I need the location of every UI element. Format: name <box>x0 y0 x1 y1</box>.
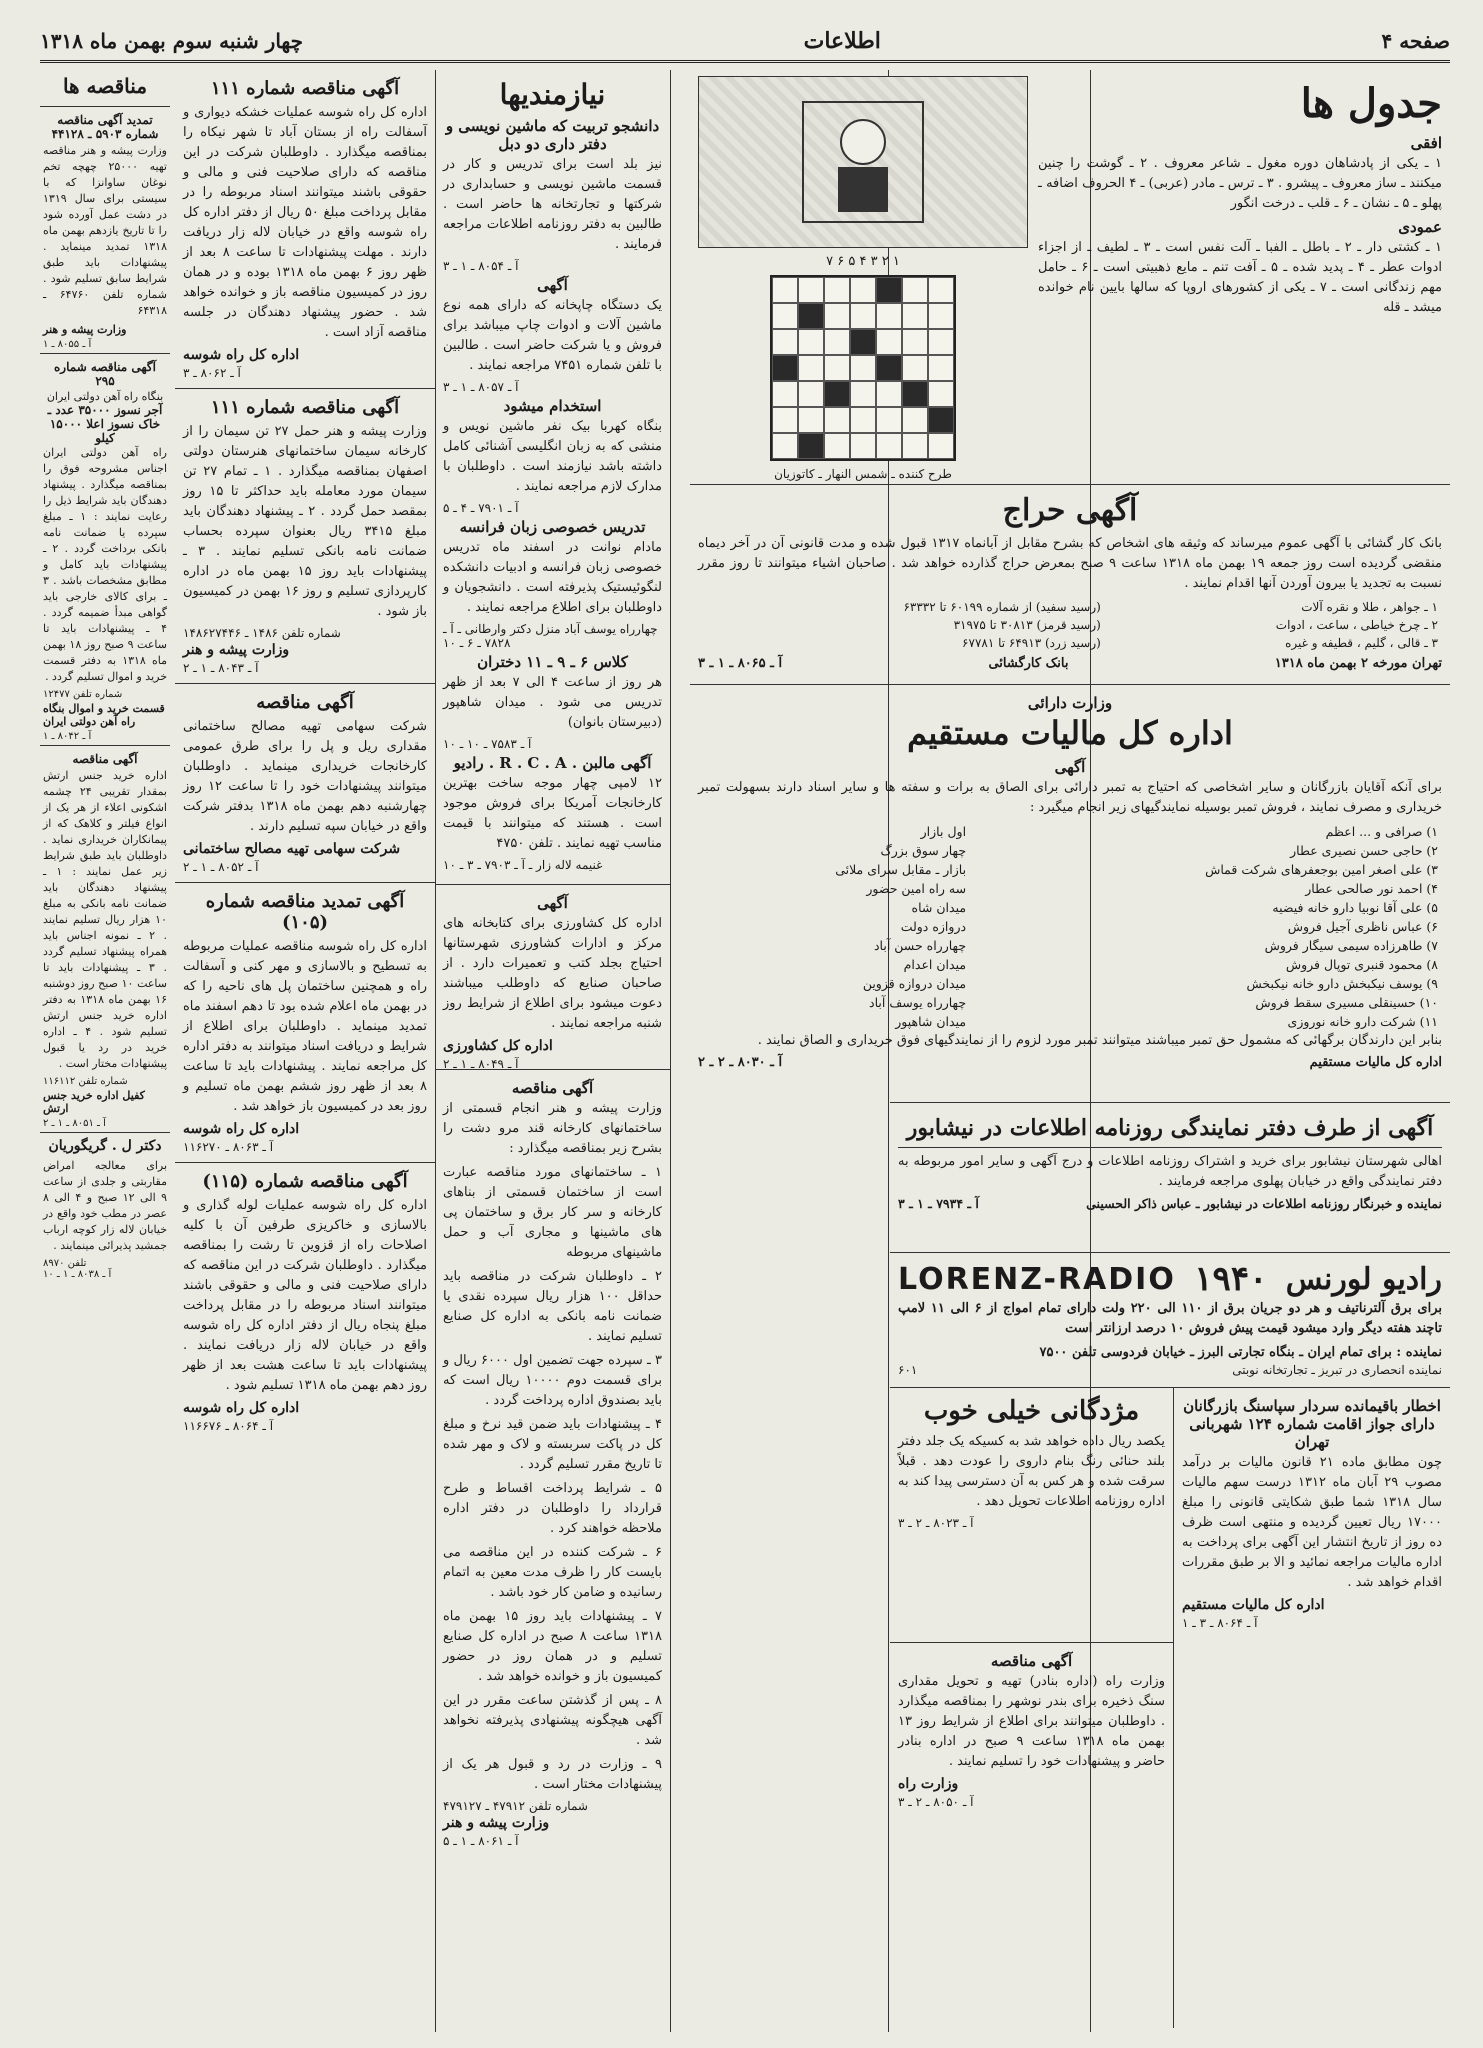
agent-name: ۴) احمد نور صالحی عطار <box>1305 881 1438 896</box>
wanted-title: نیازمندیها <box>499 78 606 111</box>
wanted-item-code: چهارراه یوسف آباد منزل دکتر وارطانی ـ آ ـ ۷۸۲۸ ـ ۶ ـ ۱۰ <box>443 622 658 650</box>
radio-english-name: LORENZ-RADIO <box>898 1261 1176 1297</box>
tender-111-b-body: وزارت پیشه و هنر حمل ۲۷ تن سیمان را از کارخانه سیمان ساختمانهای هنرستان دولتی اصفهان بمناقصه میگذارد . ۱ ـ تمام ۲۷ تن سیمان مورد معامله باید حداکثر تا ۱۵ روز بمقصد حمل گردد . ۲ ـ پیشنهاد دهندگان باید مبلغ ۳۴۱۵ ریال بعنوان سپرده بحساب ضمانت نامه بانکی تسلیم نمایند . ۳ ـ پیشنهادات باید روز ۱۵ بهمن ماه در اداره کارپردازی تسلیم و روز ۱۶ بهمن در کمیسیون باز شود . <box>183 424 428 619</box>
buildings-code: آ ـ ۸۰۶۱ ـ ۱ ـ ۵ <box>443 1834 519 1848</box>
wanted-item-body: ۱۲ لامپی چهار موجه ساخت بهترین کارخانجات آمریکا برای فروش موجود است . هستند که میتوانند با قیمت مناسب تهیه نمایند . تلفن ۴۷۵۰ <box>443 776 662 851</box>
merchants-sign: اداره کل مالیات مستقیم <box>1182 1597 1325 1613</box>
crossword-column-numbers: ۷ ۶ ۵ ۴ ۳ ۲ ۱ <box>826 254 900 269</box>
grid-cell <box>850 433 876 459</box>
grid-cell <box>928 329 954 355</box>
tender-111-b-title: آگهی مناقصه شماره ۱۱۱ <box>210 397 400 418</box>
bottom-right-row <box>890 1388 1450 2028</box>
jewel-code: آ ـ ۸۰۵۱ ـ ۱ ـ ۲ <box>43 1118 106 1129</box>
tender-111-a-title: آگهی مناقصه شماره ۱۱۱ <box>210 78 400 99</box>
buildings-tel: شماره تلفن ۴۷۹۱۲ ـ ۴۷۹۱۲۷ <box>443 1799 588 1813</box>
grid-cell <box>902 329 928 355</box>
wanted-item-body: مادام نوانت در اسفند ماه تدریس خصوصی زبان فرانسه و ادبیات دانشکده لنگوئیستیک پذیرفته است . دانشجویان و داوطلبان برای اطلاع مراجعه نمایند . <box>443 540 662 615</box>
tender-295-subtitle: بنگاه راه آهن دولتی ایران <box>46 390 164 403</box>
wanted-item-body: بنگاه کهربا بیک نفر ماشین نویس و منشی که به زبان انگلیسی آشنائی کامل داشته باشد نیازمند است . داوطلبان با مدارک لازم مراجعه نمایند . <box>443 419 662 494</box>
page-number: صفحه ۴ <box>1381 29 1450 53</box>
agent-place: میدان شاهپور <box>895 1014 967 1029</box>
agent-place: میدان اعدام <box>903 957 967 972</box>
table-row <box>698 879 1442 898</box>
grid-cell <box>824 433 850 459</box>
wanted-item-code: آ ـ ۷۹۰۱ ـ ۴ ـ ۵ <box>443 501 519 515</box>
nishapur-body: اهالی شهرستان نیشابور برای خرید و اشتراک روزنامه اطلاعات و درج آگهی و سایر امور مربوطه به دفتر نمایندگی واقع در خیابان پهلوی مراجعه فرمایند . <box>898 1154 1442 1189</box>
auction-body: بانک کار گشائی با آگهی عموم میرساند که وثیقه های اشخاص که بشرح مقابل از آبانماه ۱۳۱۷ قبول شده و مدت قانونی آن در آخر دیماه منقضی گردیده است روز جمعه ۱۹ بهمن ماه ۱۳۱۸ ساعت ۹ صبح بمعرض حراج گذارده خواهد شد . صاحبان اشیاء میتوانند تا روز مقرر نسبت به تجدید یا بیرون آوردن آنها اقدام نمایند . <box>698 536 1443 591</box>
tax-sign: اداره کل مالیات مستقیم <box>1309 1055 1442 1070</box>
tender-extension <box>40 107 170 354</box>
buildings-title: آگهی مناقصه <box>511 1079 594 1097</box>
list-item <box>443 117 662 273</box>
agent-name: ۶) عباس ناظری آجیل فروش <box>1287 919 1438 934</box>
tax-ministry: وزارت دارائی <box>1027 694 1113 712</box>
tender-105-body: اداره کل راه شوسه مناقصه عملیات مربوطه به تسطیح و بالاسازی و مهر کنی و آسفالت راه و همچنین ساختمان پل های ناحیه را که در بهمن ماه اعلام شده بود تا دهم اسفند ماه تمدید مینماید . داوطلبان برای اطلاع از شرایط و دریافت اسناد میتوانند به دفتر اداره کل مراجعه نمایند . پیشنهادات باید تا ساعت ۸ بعد از ظهر روز ششم بهمن ماه تسلیم و روز بعد در کمیسیون باز خواهد شد . <box>183 939 427 1114</box>
tax-subtitle: آگهی <box>1054 758 1086 776</box>
issue-date: چهار شنبه سوم بهمن ماه ۱۳۱۸ <box>40 29 303 53</box>
merchants-body: چون مطابق ماده ۲۱ قانون مالیات بر درآمد مصوب ۲۹ آبان ماه ۱۳۱۲ درست سهم مالیات سال ۱۳۱۸ شما طبق شکایتی قانونی را مبلغ ۱۷۰۰۰ ریال تعیین گردیده و منتهی است ظرف ده روز از تاریخ انتشار این آگهی برای پرداخت به اداره مالیات مراجعه نمائید و الا بر طبق مقررات اقدام خواهد شد . <box>1182 1455 1442 1590</box>
crossword-section <box>690 70 1450 485</box>
column-tenders-b <box>40 70 170 2032</box>
down-heading: عمودی <box>1398 218 1442 236</box>
auction-detail: (رسید قرمز) ۳۰۸۱۳ تا ۳۱۹۷۵ <box>953 618 1101 632</box>
table-row <box>698 634 1442 652</box>
tender-295-tel: شماره تلفن ۱۲۴۷۷ <box>43 689 123 700</box>
radio-persian-name: رادیو لورنس <box>1285 1261 1442 1297</box>
tender-ext-title: تمدید آگهی مناقصه شماره ۵۹۰۳ ـ ۴۴۱۲۸ <box>51 113 159 141</box>
auction-table <box>698 598 1442 652</box>
grid-cell-black <box>902 381 928 407</box>
grid-cell <box>876 329 902 355</box>
cement-body: شرکت سهامی تهیه مصالح ساختمانی مقداری ریل و پل را برای طرق عمومی کارخانجات خریداری مینماید . داوطلبان میتوانند پیشنهادات خود را تا ساعت ۱۲ روز چهارشنبه دهم بهمن ماه ۱۳۱۸ بدفتر شرکت واقع در خیابان سپه تسلیم دارند . <box>183 719 427 834</box>
grid-cell <box>928 433 954 459</box>
grid-cell <box>798 381 824 407</box>
grid-cell-black <box>824 381 850 407</box>
cement-tender <box>175 684 435 883</box>
tender-105-title: آگهی تمدید مناقصه شماره (۱۰۵) <box>205 891 405 933</box>
radio-year: ۱۹۴۰ <box>1194 1259 1268 1299</box>
buildings-item: ۶ ـ شرکت کننده در این مناقصه می بایست کار را ظرف مدت معین به اتمام رسانیده و ضامن کار خود باشد . <box>443 1545 662 1600</box>
table-row <box>698 955 1442 974</box>
column-wanted <box>435 70 670 2032</box>
grid-cell <box>850 277 876 303</box>
table-row <box>698 860 1442 879</box>
buildings-item: ۵ ـ شرایط پرداخت اقساط و طرح قرارداد را داوطلبان در دفتر اداره ملاحظه خواهند کرد . <box>443 1481 662 1536</box>
auction-code: آ ـ ۸۰۶۵ ـ ۱ ـ ۳ <box>698 656 783 671</box>
merchants-code: آ ـ ۸۰۶۴ ـ ۳ ـ ۱ <box>1182 1616 1258 1630</box>
merchants-ad <box>1173 1388 1450 2028</box>
road-tender-code: آ ـ ۸۰۵۰ ـ ۲ ـ ۳ <box>898 1795 974 1809</box>
road-tender-title: آگهی مناقصه <box>990 1652 1073 1670</box>
buildings-item: ۱ ـ ساختمانهای مورد مناقصه عبارت است از ساختمان قسمتی از بناهای کارخانه و سر کار برق و ساختمان پی های ماشینها و مجاری آب و حمل ماشینهای مربوطه <box>443 1165 662 1260</box>
tender-295-body: راه آهن دولتی ایران اجناس مشروحه فوق را بمناقصه میگذارد . پیشنهاد دهندگان باید شرایط ذیل را رعایت نمایند : ۱ ـ مبلغ سپرده یا ضمانت نامه بانکی برداخت گردد . ۲ ـ پیشنهادات باید کامل و مطابق مشخصات باشد . ۳ ـ برای کالای خارجی باید گواهی مبدأ ضمیمه گردد . ۴ ـ پیشنهادات باید تا ساعت ۹ صبح روز ۱۸ بهمن ماه ۱۳۱۸ به دفتر قسمت خرید و اموال تسلیم گردد . <box>43 446 167 683</box>
doctor-tel: تلفن ۸۹۷۰ <box>43 1258 87 1269</box>
tender-295-title: آگهی مناقصه شماره ۲۹۵ <box>54 360 156 388</box>
buildings-item: ۷ ـ پیشنهادات باید روز ۱۵ بهمن ماه ۱۳۱۸ ساعت ۸ صبح در اداره کل صنایع تسلیم و در همان روز در حضور کمیسیون باز و خوانده خواهد شد . <box>443 1609 663 1684</box>
agent-name: ۲) حاجی حسن نصیری عطار <box>1290 843 1438 858</box>
tax-title: اداره کل مالیات مستقیم <box>907 714 1233 752</box>
grid-cell <box>902 433 928 459</box>
tax-note: بنابر این دارندگان برگهائی که مشمول حق تمبر میباشند میتوانند تمبر مورد لزوم را از نمایندگیهای فوق خریداری و الصاق نمایند . <box>757 1033 1442 1048</box>
wanted-item-head: تدریس خصوصی زبان فرانسه <box>459 518 646 536</box>
grid-cell-black <box>798 433 824 459</box>
grid-cell <box>902 303 928 329</box>
tender-111-a-code: آ ـ ۸۰۶۲ ـ ۳ <box>183 366 241 380</box>
table-row <box>698 598 1442 616</box>
grid-cell <box>902 277 928 303</box>
agent-place: اول بازار <box>920 824 967 839</box>
grid-cell <box>928 355 954 381</box>
radio-agent: نماینده : برای تمام ایران ـ بنگاه تجارتی البرز ـ خیابان فردوسی تلفن ۷۵۰۰ <box>1039 1345 1442 1360</box>
tender-105-sign: اداره کل راه شوسه <box>183 1121 300 1137</box>
chess-figure-icon <box>793 92 933 232</box>
down-clues: ۱ ـ کشتی دار ـ ۲ ـ باطل ـ الفبا ـ آلت نفس است ـ ۳ ـ لطیف ـ از اجزاء ادوات عطر ـ ۴ ـ پدید شده ـ ۵ ـ آفت تنم ـ مایع ذهبیتی است ـ ۶ ـ حامل مهم زندگانی است ـ ۷ ـ یکی از کشورهای اروپا که سالها بایین نام خوانده میشد ـ قله <box>1038 240 1443 315</box>
doctor-code: آ ـ ۸۰۳۸ ـ ۱ ـ ۱۰ <box>43 1269 112 1280</box>
radio-code: ۶۰۱ <box>898 1363 918 1377</box>
auction-item: ۲ ـ چرخ خیاطی ، ساعت ، ادوات <box>1275 618 1438 632</box>
agent-name: ۱۰) حسینقلی مسیری سقط فروش <box>1255 995 1438 1010</box>
tender-105 <box>175 883 435 1163</box>
grid-cell-black <box>850 329 876 355</box>
grid-cell <box>824 303 850 329</box>
wanted-item-code: آ ـ ۸۰۵۴ ـ ۱ ـ ۳ <box>443 259 519 273</box>
tender-295 <box>40 354 170 746</box>
jewel-body: اداره خرید جنس ارتش بمقدار تقریبی ۲۴ چشمه اشکونی اعلاء از هر یک از انواع فیلتر و کلاهک که از پیمانکاران خریداری نماید . داوطلبان باید طبق شرایط زیر عمل نمایند : ۱ ـ پیشنهاد دهندگان باید ضمانت نامه بانکی به مبلغ ۱۰ هزار ریال تسلیم نمایند . ۲ ـ نمونه اجناس باید همراه پیشنهاد تسلیم گردد . ۳ ـ پیشنهادات باید تا ساعت ۱۰ صبح روز دوشنبه ۱۶ بهمن ماه ۱۳۱۸ به دفتر اداره خرید جنس ارتش تسلیم شود . ۴ ـ اداره خرید در رد یا قبول پیشنهادات مختار است . <box>43 769 167 1070</box>
auction-item: ۱ ـ جواهر ، طلا و نقره آلات <box>1301 600 1438 614</box>
good-news-body: یکصد ریال داده خواهد شد به کسیکه یک جلد دفتر بلند حنائی رنگ بنام داروی را عودت دهد . قبلاً سرقت شده و هر کس به آن دسترسی پیدا کند به اداره روزنامه اطلاعات تحویل دهد . <box>898 1434 1165 1509</box>
cement-title: آگهی مناقصه <box>256 692 354 713</box>
buildings-item: ۲ ـ داوطلبان شرکت در مناقصه باید حداقل ۱۰۰ هزار ریال سپرده نقدی یا ضمانت نامه بانکی به اداره کل صنایع تسلیم نمایند . <box>443 1269 662 1344</box>
agri-code: آ ـ ۸۰۴۹ ـ ۱ ـ ۲ <box>443 1057 519 1070</box>
column-right-wide <box>690 70 1450 1100</box>
agent-place: سه راه امین حضور <box>866 881 967 896</box>
merchants-title: اخطار باقیمانده سردار سپاسنگ بازرگانان دارای جواز اقامت شماره ۱۲۴ شهربانی تهران <box>1183 1397 1441 1451</box>
grid-cell <box>772 381 798 407</box>
agent-place: میدان دروازه قزوین <box>862 976 967 991</box>
crossword-grid <box>770 275 956 461</box>
buildings-tender-ad <box>435 1070 670 1856</box>
jewel-tel: شماره تلفن ۱۱۶۱۱۲ <box>43 1076 128 1087</box>
grid-cell-black <box>876 355 902 381</box>
good-news-title: مژدگانی خیلی خوب <box>923 1396 1140 1426</box>
agent-name: ۵) علی آقا نوبیا دارو خانه فیضیه <box>1272 900 1438 915</box>
tender-115-code: آ ـ ۸۰۶۴ ـ ۱۱۶۶۷۶ <box>183 1419 274 1433</box>
across-clues: ۱ ـ یکی از پادشاهان دوره مغول ـ شاعر معروف . ۲ ـ گوشت را چنین میکنند ـ ساز معروف ـ پیشرو . ۳ ـ ترس ـ مادر (عربی) ـ ۴ الحروف اضافه ـ پهلو ـ ۵ ـ نشان ـ ۶ ـ قلب ـ درخت انگور <box>1038 156 1443 211</box>
grid-cell <box>902 407 928 433</box>
agent-name: ۸) محمود قنبری توپال فروش <box>1285 957 1438 972</box>
radio-body: برای برق آلترناتیف و هر دو جریان برق از ۱۱۰ الی ۲۲۰ ولت دارای تمام امواج از ۶ الی ۱۱ لامپ تاچند هفته دیگر وارد میشود قیمت پیش فروش ۱۰ درصد ارزانتر است <box>898 1301 1442 1336</box>
table-row <box>698 993 1442 1012</box>
agent-name: ۷) طاهرزاده سیمی سیگار فروش <box>1264 938 1438 953</box>
tax-body: برای آنکه آقایان بازرگانان و سایر اشخاصی که احتیاج به تمبر دارائی برای الصاق به برات و سفته ها و سایر اسناد دارند بسهولت تمبر خریداری و مصرف نمایند ، فروش تمبر بوسیله نمایندگیهای زیر انجام میگیرد : <box>698 780 1442 815</box>
buildings-item: ۹ ـ وزارت در رد و قبول هر یک از پیشنهادات مختار است . <box>443 1757 662 1792</box>
wanted-item-code: آ ـ ۸۰۵۷ ـ ۱ ـ ۳ <box>443 380 519 394</box>
auction-detail: (رسید سفید) از شماره ۶۰۱۹۹ تا ۶۳۳۳۲ <box>903 600 1101 614</box>
buildings-item: ۴ ـ پیشنهادات باید ضمن قید نرخ و مبلغ کل در پاکت سربسته و لاک و مهر شده تا تاریخ مقرر تسلیم گردد . <box>443 1417 662 1472</box>
column-rule <box>670 70 671 2032</box>
tender-111-b-code: آ ـ ۸۰۴۳ ـ ۱ ـ ۲ <box>183 661 259 675</box>
list-item <box>443 518 662 650</box>
radio-agent-tabriz: نماینده انحصاری در تبریز ـ تجارتخانه نوبتی <box>1232 1363 1442 1377</box>
nishapur-code: آ ـ ۷۹۳۴ ـ ۱ ـ ۳ <box>898 1196 979 1211</box>
doctor-title: دکتر ل . گریگوریان <box>48 1138 162 1154</box>
grid-cell <box>876 381 902 407</box>
table-row <box>698 917 1442 936</box>
tender-295-sign: قسمت خرید و اموال بنگاه راه آهن دولتی ایران <box>43 702 165 728</box>
tender-295-items: آجر نسوز ۳۵۰۰۰ عدد ـ خاک نسوز اعلا ۱۵۰۰۰ کیلو <box>47 403 163 445</box>
tax-agent-table <box>698 822 1442 1031</box>
grid-cell <box>850 407 876 433</box>
grid-cell <box>772 277 798 303</box>
tender-111-a-body: اداره کل راه شوسه عملیات خشکه دیواری و آسفالت راه از بستان آباد تا شهر نیکاه را بمناقصه میگذارد . داوطلبان شرکت در این مناقصه که دارای صلاحیت فنی و مالی و حقوقی باشند میتوانند اسناد مربوطه را در مقابل پرداخت مبلغ ۵۰ ریال از دفتر اداره کل راه شوسه واقع در خیابان لاله زار دریافت دارند . مهلت پیشنهادات تا ساعت ۸ بعد از ظهر روز ۶ بهمن ماه ۱۳۱۸ بوده و در همان روز در کمیسیون مناقصه باز و خوانده خواهد شد . حضور پیشنهاد دهندگان در جلسه مناقصه آزاد است . <box>183 105 427 340</box>
agri-body: اداره کل کشاورزی برای کتابخانه های مرکز و ادارات کشاورزی شهرستانها احتیاج بجلد کتب و تعمیرات دارد . از صاحبان صنایع که داوطلب میباشند دعوت میشود برای اطلاع از شرایط روز شنبه مراجعه نمایند . <box>443 916 662 1031</box>
tender-111-b-sign: وزارت پیشه و هنر <box>183 642 290 658</box>
across-heading: افقی <box>1410 134 1442 152</box>
wanted-item-body: یک دستگاه چاپخانه که دارای همه نوع ماشین آلات و ادوات چاپ میباشد برای فروش و یا شرکت حاضر است . طالبین با تلفن شماره ۷۴۵۱ مراجعه نمایند . <box>443 298 662 373</box>
wanted-item-head: کلاس ۶ ـ ۹ ـ ۱۱ دختران <box>477 653 628 671</box>
nishapur-banner: آگهی از طرف دفتر نمایندگی روزنامه اطلاعات در نیشابور <box>898 1109 1442 1148</box>
page-header <box>40 22 1450 63</box>
grid-cell <box>850 303 876 329</box>
tender-ext-code: آ ـ ۸۰۵۵ ـ ۱ <box>43 339 92 350</box>
tender-295-code: آ ـ ۸۰۴۲ ـ ۱ <box>43 731 92 742</box>
road-tender-ministry: وزارت راه <box>898 1776 959 1792</box>
agent-place: چهار سوق بزرگ <box>880 843 967 858</box>
grid-cell-black <box>798 303 824 329</box>
buildings-item: ۳ ـ سپرده جهت تضمین اول ۶۰۰۰ ریال و برای قسمت دوم ۱۰۰۰۰ ریال است که باید بصندوق اداره پرداخت گردد . <box>443 1353 662 1408</box>
agent-place: چهارراه یوسف آباد <box>869 995 967 1010</box>
buildings-item: ۸ ـ پس از گذشتن ساعت مقرر در این آگهی هیچگونه پیشنهادی پذیرفته نخواهد شد . <box>443 1693 662 1748</box>
grid-cell <box>824 355 850 381</box>
crossword-credit: طرح کننده ـ شمس النهار ـ کاتوزیان <box>774 467 952 481</box>
grid-cell <box>876 407 902 433</box>
tender-ext-sign: وزارت پیشه و هنر <box>43 323 127 336</box>
crossword-title: جدول ها <box>1300 80 1442 127</box>
grid-cell <box>902 355 928 381</box>
cement-sign: شرکت سهامی تهیه مصالح ساختمانی <box>183 841 401 857</box>
table-row <box>698 1012 1442 1031</box>
agri-title: آگهی <box>537 894 568 912</box>
wanted-item-head: استخدام میشود <box>503 397 602 415</box>
agent-name: ۱۱) شرکت دارو خانه نوروزی <box>1287 1014 1438 1029</box>
grid-cell <box>824 407 850 433</box>
grid-cell <box>928 303 954 329</box>
nishapur-sign: نماینده و خبرنگار روزنامه اطلاعات در نیشابور ـ عباس ذاکر الحسینی <box>1086 1196 1442 1211</box>
jewel-sign: کفیل اداره خرید جنس ارتش <box>43 1089 145 1115</box>
agent-place: بازار ـ مقابل سرای ملائی <box>835 862 967 877</box>
agent-place: میدان شاه <box>911 900 967 915</box>
wanted-item-body: هر روز از ساعت ۴ الی ۷ بعد از ظهر تدریس می شود . میدان شاهپور (دبیرستان بانوان) <box>443 675 663 730</box>
grid-cell <box>798 329 824 355</box>
list-item <box>443 276 662 394</box>
road-tender-body: وزارت راه (اداره بنادر) تهیه و تحویل مقداری سنگ ذخیره برای بندر نوشهر را بمناقصه میگذارد . داوطلبان میتوانند برای اطلاع از شرایط روز ۱۳ بهمن ماه ۱۳۱۸ ساعت ۹ صبح در اداره بنادر حاضر و پیشنهادات خود را تسلیم نمایند . <box>898 1674 1165 1769</box>
table-row <box>698 841 1442 860</box>
wanted-item-head: دانشجو تربیت که ماشین نویسی و دفتر داری دو دبل <box>445 117 660 153</box>
grid-cell <box>928 381 954 407</box>
tender-111-b-tel: شماره تلفن ۱۴۸۶ ـ ۱۴۸۶۲۷۴۴۶ <box>183 626 341 640</box>
grid-cell <box>876 433 902 459</box>
auction-title: آگهی حراج <box>1002 493 1138 528</box>
grid-cell <box>798 277 824 303</box>
tender-111-a-sign: اداره کل راه شوسه <box>183 347 300 363</box>
grid-cell <box>850 381 876 407</box>
grid-cell <box>824 277 850 303</box>
nishapur-ad <box>890 1102 1450 1253</box>
buildings-intro: وزارت پیشه و هنر انجام قسمتی از ساختمانهای کارخانه قند مرو دشت را بشرح زیر بمناقصه میگذارد : <box>443 1101 662 1156</box>
tenders-heading: مناقصه ها <box>62 74 148 98</box>
table-row <box>698 974 1442 993</box>
grid-cell-black <box>772 355 798 381</box>
grid-cell <box>824 329 850 355</box>
agent-name: ۱) صرافی و ... اعظم <box>1325 824 1438 839</box>
jewel-title: آگهی مناقصه <box>72 752 138 766</box>
cement-code: آ ـ ۸۰۵۲ ـ ۱ ـ ۲ <box>183 860 259 874</box>
wanted-item-head: آگهی مالبن . R . C . A . رادیو <box>453 754 652 772</box>
grid-cell <box>772 329 798 355</box>
doctor-body: برای معالجه امراض مقاربتی و جلدی از ساعت ۹ الی ۱۲ صبح و ۴ الی ۸ عصر در مطب خود واقع در خیابان لاله زار کوچه ارباب جمشید پذیرائی مینمایند . <box>43 1159 167 1252</box>
agent-place: چهارراه حسن آباد <box>873 938 967 953</box>
tax-code: آ ـ ۸۰۳۰ ـ ۲ ـ ۲ <box>698 1055 783 1070</box>
grid-cell <box>772 433 798 459</box>
table-row <box>698 898 1442 917</box>
list-item <box>443 653 662 751</box>
doctor-ad <box>40 1133 170 1283</box>
good-news-ad <box>890 1388 1173 1643</box>
tender-115-sign: اداره کل راه شوسه <box>183 1400 300 1416</box>
grid-cell <box>850 355 876 381</box>
tender-111-b <box>175 389 435 684</box>
agri-ad <box>435 885 670 1070</box>
tender-105-code: آ ـ ۸۰۶۳ ـ ۱۱۶۲۷۰ <box>183 1140 274 1154</box>
jewel-tender <box>40 746 170 1133</box>
table-row <box>698 936 1442 955</box>
newspaper-name: اطلاعات <box>803 28 881 54</box>
radio-ad <box>890 1253 1450 1388</box>
list-item <box>443 397 662 515</box>
column-tenders-a <box>175 70 435 2032</box>
good-news-code: آ ـ ۸۰۲۳ ـ ۲ ـ ۳ <box>898 1516 974 1530</box>
road-tender-ad <box>890 1643 1173 1817</box>
tender-115-body: اداره کل راه شوسه عملیات لوله گذاری و بالاسازی و خاکریزی طرفین آن با کلیه اصلاحات راه از قزوین تا رشت را بمناقصه میگذارد . داوطلبان شرکت در این مناقصه که دارای صلاحیت فنی و مالی و حقوقی باشند میتوانند اسناد مربوطه را در مقابل پرداخت مبلغ پنجاه ریال از دفتر اداره کل راه شوسه واقع در خیابان لاله زار دریافت نمایند . پیشنهادات باید تا ساعت هشت بعد از ظهر روز دهم بهمن ماه ۱۳۱۸ تسلیم شود . <box>183 1198 427 1393</box>
grid-cell <box>928 277 954 303</box>
auction-item: ۳ ـ قالی ، گلیم ، قطیفه و غیره <box>1285 636 1438 650</box>
wanted-item-head: آگهی <box>537 276 568 294</box>
buildings-sign: وزارت پیشه و هنر <box>443 1815 550 1831</box>
table-row <box>698 616 1442 634</box>
agent-place: دروازه دولت <box>900 919 967 934</box>
grid-cell <box>876 303 902 329</box>
agent-name: ۳) علی اصغر امین بوجعفرهای شرکت قماش <box>1205 862 1438 877</box>
grid-cell-black <box>876 277 902 303</box>
wanted-ads <box>435 70 670 885</box>
crossword-illustration <box>698 76 1028 248</box>
list-item <box>443 754 662 872</box>
wanted-item-code: غنیمه لاله زار ـ آ ـ ۷۹۰۳ ـ ۳ ـ ۱۰ <box>443 858 603 872</box>
grid-cell <box>772 407 798 433</box>
tender-115-title: آگهی مناقصه شماره (۱۱۵) <box>202 1171 408 1192</box>
tender-115 <box>175 1163 435 1441</box>
auction-ad <box>690 485 1450 685</box>
wanted-item-body: نیز بلد است برای تدریس و کار در قسمت ماشین نویسی و حسابداری در شرکتها و تجارتخانه ها حاضر است . طالبین به دفتر روزنامه اطلاعات مراجعه فرمایند . <box>443 157 662 252</box>
auction-sign: بانک کارگشائی <box>988 656 1069 671</box>
tender-111-a <box>175 70 435 389</box>
tax-ad <box>690 685 1450 1099</box>
tenders-header <box>40 70 170 107</box>
agri-sign: اداره کل کشاورزی <box>443 1038 553 1054</box>
grid-cell <box>798 407 824 433</box>
auction-detail: (رسید زرد) ۶۴۹۱۳ تا ۶۷۷۸۱ <box>962 636 1101 650</box>
grid-cell <box>772 303 798 329</box>
wanted-item-code: آ ـ ۷۵۸۳ ـ ۱۰ ـ ۱۰ <box>443 737 532 751</box>
column-right-lower <box>890 1102 1450 2032</box>
table-row <box>698 822 1442 841</box>
auction-date: تهران مورخه ۲ بهمن ماه ۱۳۱۸ <box>1274 656 1442 671</box>
tender-ext-body: وزارت پیشه و هنر مناقصه تهیه ۲۵۰۰۰ چهچه تخم نوغان ساوانزا که با سیستی برای سال ۱۳۱۹ در دشت عمل آورده شود را تا تاریخ یازدهم بهمن ماه ۱۳۱۸ تمدید مینماید . پیشنهادات باید طبق شرایط سابق تسلیم شود . شماره تلفن ۶۴۷۶۰ ـ ۶۴۳۱۸ <box>43 144 167 317</box>
agent-name: ۹) یوسف نیکبخش دارو خانه نیکبخش <box>1246 976 1438 991</box>
grid-cell <box>798 355 824 381</box>
grid-cell-black <box>928 407 954 433</box>
